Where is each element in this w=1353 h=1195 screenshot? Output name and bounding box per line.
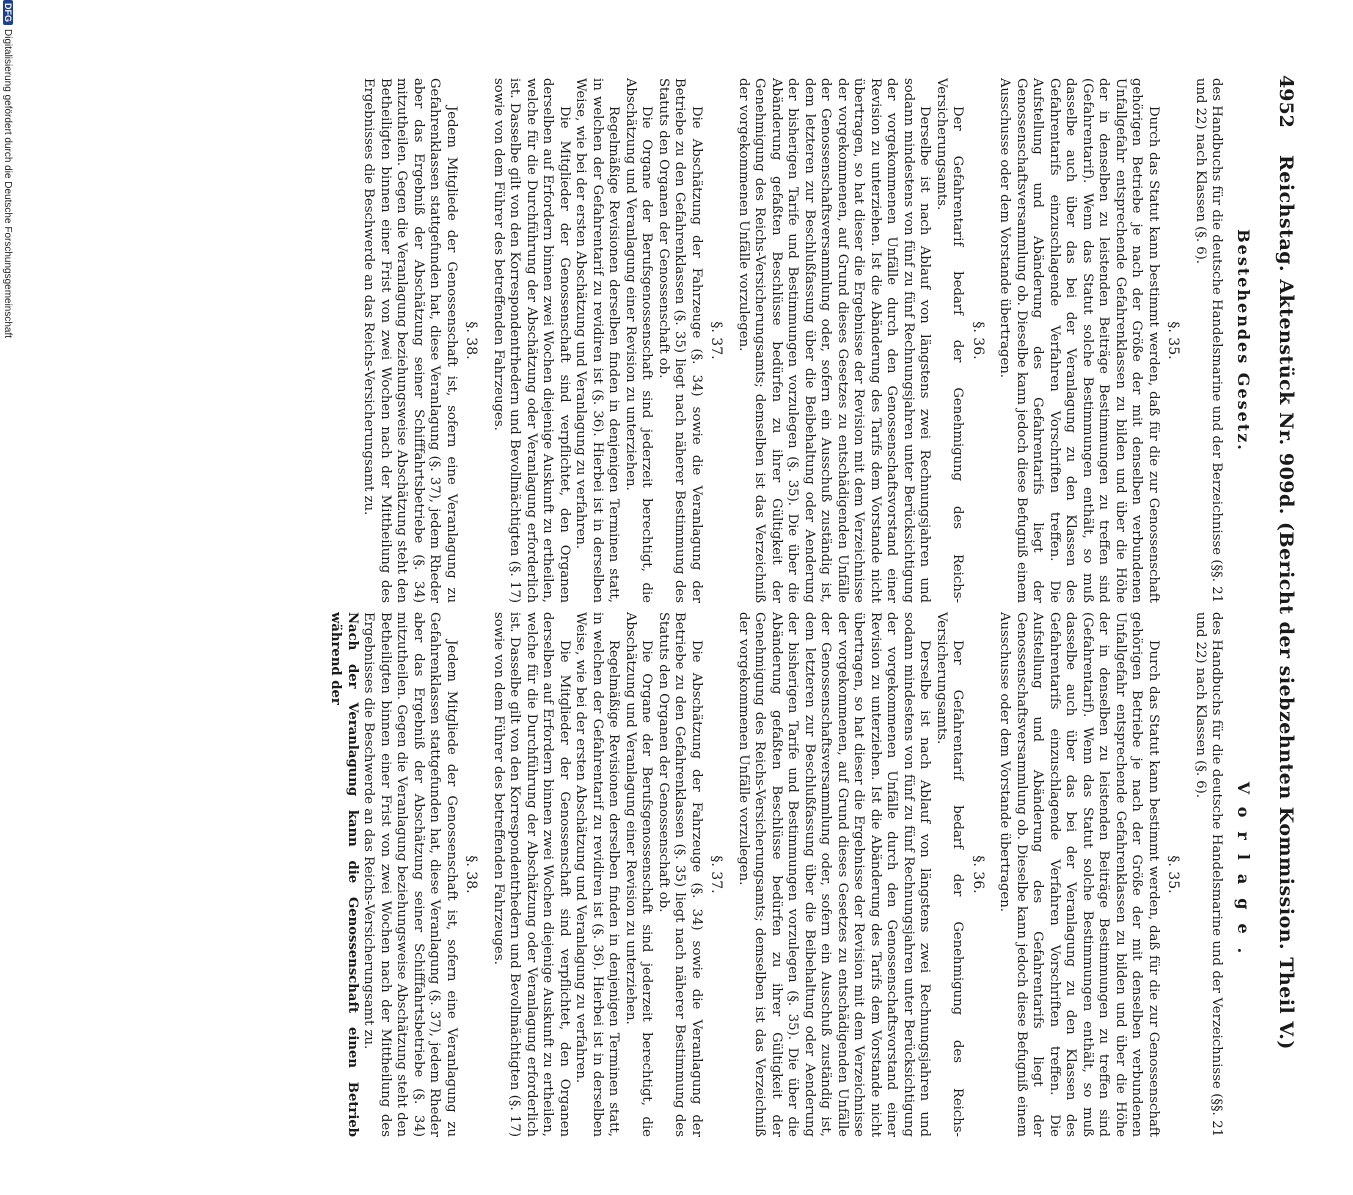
paragraph: Die Mitglieder der Genossenschaft sind verpflichtet, den Organen derselben auf Erfordern binnen zwei Wochen diejenige Auskunft zu ertheilen, welche für die Durchführung der Abschätzung oder Veranlagung erforderlich ist. Dasselbe gilt von den Korrespondentrhedern und Bevollmächtigten (§. 17) sowie von dem Führer des betreffenden Fahrzeuges. xyxy=(491,612,572,1137)
section-heading: §. 36. xyxy=(970,321,986,360)
paragraph: Der Gefahrentarif bedarf der Genehmigung des Reichs-Versicherungsamts. xyxy=(934,612,966,1137)
paragraph: Die Organe der Berufsgenossenschaft sind jederzeit berechtigt, die Abschätzung und Veranlagung einer Revision zu unterziehen. xyxy=(623,78,655,603)
column-existing-law xyxy=(360,78,1257,603)
section-heading: §. 38. xyxy=(463,855,480,894)
paragraph: Jedem Mitgliede der Genossenschaft ist, sofern eine Veranlagung zu Gefahrenklassen stattgefunden hat, diese Veranlagung (§. 37), jedem Rheder aber das Ergebniß der Abschätzung seiner Schifffahrtsbetriebe (§. 34) mitzutheilen. Gegen die Veranlagung beziehungsweise Abschätzung steht den Betheiligten binnen einer Frist von zwei Wochen nach der Mittheilung des Ergebnisses die Beschwerde an das Reichs-Versicherungsamt zu. xyxy=(361,78,459,603)
paragraph: Jedem Mitgliede der Genossenschaft ist, sofern eine Veranlagung zu Gefahrenklassen stattgefunden hat, diese Veranlagung (§. 37), jedem Rheder aber das Ergebniß der Abschätzung seiner Schifffahrtsbetriebe (§. 34) mitzutheilen. Gegen die Veranlagung beziehungsweise Abschätzung steht den Betheiligten binnen einer Frist von zwei Wochen nach der Mittheilung des Ergebnisses die Beschwerde an das Reichs-Versicherungsamt zu. xyxy=(361,612,459,1137)
section-heading: §. 36. xyxy=(970,855,986,894)
column-title: Vorlage. xyxy=(1234,781,1253,968)
section-heading: §. 37. xyxy=(708,321,725,360)
paragraph: Durch das Statut kann bestimmt werden, daß für die zur Genossenschaft gehörigen Betriebe je nach der Größe der mit denselben verbundenen Unfallgefahr entsprechende Gefahrenklassen zu bilden und über die Höhe der in denselben zu leistenden Beiträge Bestimmungen zu treffen sind (Gefahrentarif). Wenn das Statut solche Bestimmungen enthält, so muß dasselbe auch über das bei der Veranlagung zu den Klassen des Gefahrentarifs einzuschlagende Verfahren Vorschriften treffen. Die Aufstellung und Abänderung des Gefahrentarifs liegt der Genossenschaftsversammlung ob. Dieselbe kann jedoch diese Befugniß einem Ausschusse oder dem Vorstande übertragen. xyxy=(997,78,1161,603)
paragraph: Regelmäßige Revisionen derselben finden in denjenigen Terminen statt, in welchen der Gefahrentarif zu revidiren ist (§. 36). Hierbei ist in derselben Weise, wie bei der ersten Abschätzung und Veranlagung zu verfahren. xyxy=(573,78,622,603)
digitization-footer xyxy=(0,0,13,1000)
paragraph: Regelmäßige Revisionen derselben finden in denjenigen Terminen statt, in welchen der Gefahrentarif zu revidiren ist (§. 36). Hierbei ist in derselben Weise, wie bei der ersten Abschätzung und Veranlagung zu verfahren. xyxy=(573,612,622,1137)
section-heading: §. 37. xyxy=(708,855,725,894)
paragraph: Der Gefahrentarif bedarf der Genehmigung des Reichs-Versicherungsamts. xyxy=(934,78,966,603)
intro-paragraph: des Handbuchs für die deutsche Handelsmarine und der Berzeichnisse (§§. 21 und 22) nach Klassen (§. 6). xyxy=(1193,78,1225,603)
section-heading: §. 38. xyxy=(463,321,480,360)
page-number: 4952 xyxy=(1275,75,1297,128)
intro-paragraph: des Handbuchs für die deutsche Handelsmarine und der Verzeichnisse (§§. 21 und 22) nach Klassen (§. 6). xyxy=(1193,612,1225,1137)
footer-text: Digitalisierung gefördert durch die Deutsche Forschungsgemeinschaft xyxy=(2,29,13,339)
paragraph: Die Abschätzung der Fahrzeuge (§. 34) sowie die Veranlagung der Betriebe zu den Gefahrenklassen (§. 35) liegt nach näherer Bestimmung des Statuts den Organen der Genossenschaft ob. xyxy=(656,78,704,603)
paragraph: Die Abschätzung der Fahrzeuge (§. 34) sowie die Veranlagung der Betriebe zu den Gefahrenklassen (§. 35) liegt nach näherer Bestimmung des Statuts den Organen der Genossenschaft ob. xyxy=(656,612,704,1137)
paragraph: Derselbe ist nach Ablauf von längstens zwei Rechnungsjahren und sodann mindestens von fünf zu fünf Rechnungsjahren unter Berücksichtigung der vorgekommenen Unfälle durch den Genossenschaftsvorstand einer Revision zu unterziehen. Ist die Abänderung des Tarifs dem Vorstande nicht übertragen, so hat dieser die Ergebnisse der Revision mit dem Verzeichnisse der vorgekommenen, auf Grund dieses Gesetzes zu entschädigenden Unfälle der Genossenschaftsversammlung oder, sofern ein Ausschuß zuständig ist, dem letzteren zur Beschlußfassung über die Beibehaltung oder Aenderung der bisherigen Tarife und Bestimmungen vorzulegen (§. 35). Die über die Abänderung gefaßten Beschlüsse bedürfen zu ihrer Gültigkeit der Genehmigung des Reichs-Versicherungsamts; demselben ist das Verzeichniß der vorgekommenen Unfälle vorzulegen. xyxy=(736,612,933,1137)
paragraph: Derselbe ist nach Ablauf von längstens zwei Rechnungsjahren und sodann mindestens von fünf zu fünf Rechnungsjahren unter Berücksichtigung der vorgekommenen Unfälle durch den Genossenschaftsvorstand einer Revision zu unterziehen. Ist die Abänderung des Tarifs dem Vorstande nicht übertragen, so hat dieser die Ergebnisse der Revision mit dem Verzeichnisse der vorgekommenen, auf Grund dieses Gesetzes zu entschädigenden Unfälle der Genossenschaftsversammlung oder, sofern ein Ausschuß zuständig ist, dem letzteren zur Beschlußfassung über die Beibehaltung oder Aenderung der bisherigen Tarife und Bestimmungen vorzulegen (§. 35). Die über die Abänderung gefaßten Beschlüsse bedürfen zu ihrer Gültigkeit der Genehmigung des Reichs-Versicherungsamts; demselben ist das Verzeichniß der vorgekommenen Unfälle vorzulegen. xyxy=(736,78,933,603)
column-proposal xyxy=(327,612,1257,1137)
header-title: Reichstag. Aktenstück Nr. 909d. (Bericht der siebzehnten Kommission. Theil V.) xyxy=(1275,155,1297,1050)
paragraph: Die Organe der Berufsgenossenschaft sind jederzeit berechtigt, die Abschätzung und Veranlagung einer Revision zu unterziehen. xyxy=(623,612,655,1137)
section-heading: §. 35. xyxy=(1165,855,1182,894)
paragraph-bold-amendment: Nach der Veranlagung kann die Genossenschaft einen Betrieb während der xyxy=(328,612,360,1137)
paragraph: Die Mitglieder der Genossenschaft sind verpflichtet, den Organen derselben auf Erfordern binnen zwei Wochen diejenige Auskunft zu ertheilen, welche für die Durchführung der Abschätzung oder Veranlagung erforderlich ist. Dasselbe gilt von den Korrespondentrhedern und Bevollmächtigten (§. 17) sowie von dem Führer des betreffenden Fahrzeuges. xyxy=(491,78,572,603)
section-heading: §. 35. xyxy=(1165,321,1182,360)
dfg-logo: DFG xyxy=(3,0,13,25)
paragraph: Durch das Statut kann bestimmt werden, daß für die zur Genossenschaft gehörigen Betriebe je nach der Größe der mit denselben verbundenen Unfallgefahr entsprechende Gefahrenklassen zu bilden und über die Höhe der in denselben zu leistenden Beiträge Bestimmungen zu treffen sind (Gefahrentarif). Wenn das Statut solche Bestimmungen enthält, so muß dasselbe auch über das bei der Veranlagung zu den Klassen des Gefahrentarifs einzuschlagende Verfahren Vorschriften treffen. Die Aufstellung und Abänderung des Gefahrentarifs liegt der Genossenschaftsversammlung ob. Dieselbe kann jedoch diese Befugniß einem Ausschusse oder dem Vorstande übertragen. xyxy=(997,612,1161,1137)
column-title: Bestehendes Gesetz. xyxy=(1234,229,1253,452)
page-header xyxy=(1259,75,1303,1190)
